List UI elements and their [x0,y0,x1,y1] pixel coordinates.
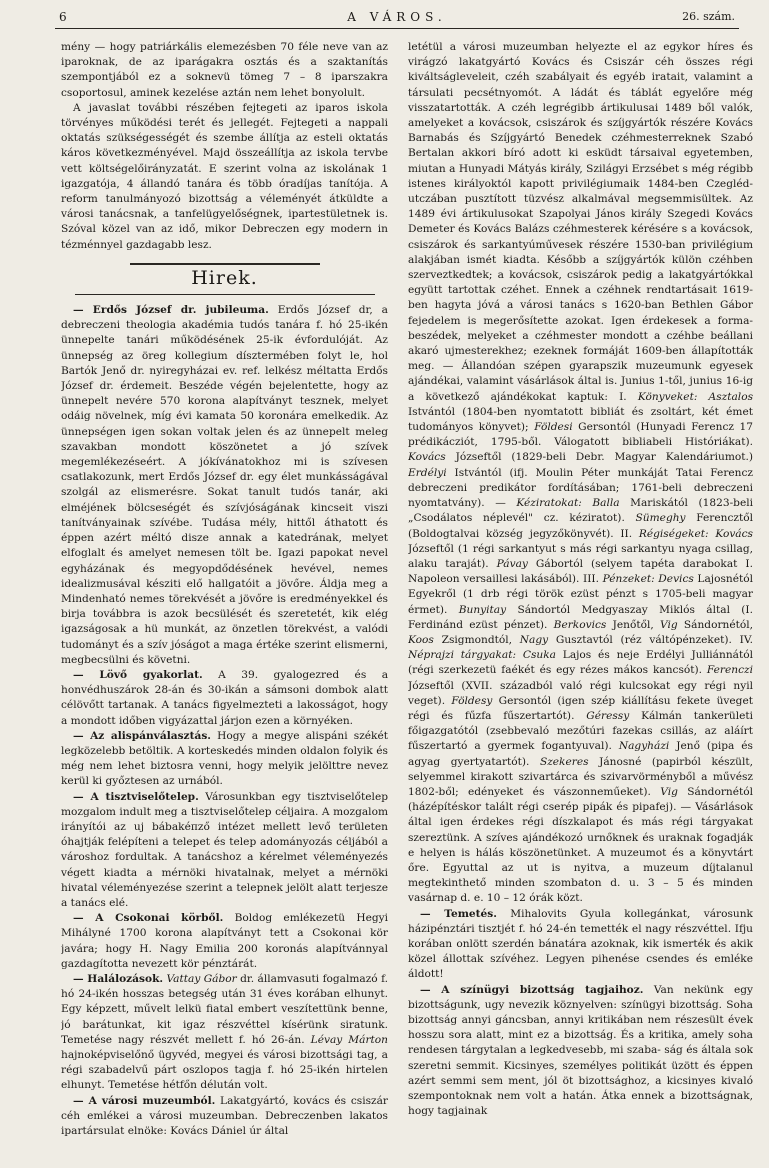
news-body: Gersontól (Hunyadi Ferencz 17 prédikácziót, 1795-ből. Válogatott bibliabeli Históriákat). [408,421,753,449]
page-header [55,8,739,29]
intro-paragraph: A javaslat további részében fejtegeti az iparos iskola törvényes működési terét és jellegét. Fejtegeti a nappali oktatás szükségességét és szembe állítja az esteli oktatás káros következményével. Majd összeállítja az iskola tervbe vett költségelőirányzatát. E szerint volna az iskolának 1 igazgatója, 4 állandó tanára és több óradíjas tanítója. A reform tanulmányozó bizottság a véleményét átküldte a városi tanácsnak, a tanfelügyelőségnek, ipartestületnek is. Szóval közel van az idő, mikor Debreczen egy modern in tézménnyel gazdagabb lesz. [61,101,388,251]
left-column [61,40,388,1158]
news-item [408,907,753,983]
news-name-italic: Berkovics [553,618,607,631]
news-body: Istvántól (ifj. Moulin Péter munkáját Tatai Ferencz debreczeni predikátor fordításában; 1761-beli debreczeni nyomtatvány). — [408,466,753,510]
news-body: Zsigmondtól, [433,633,520,646]
news-name-italic: Ferenczi [706,664,753,677]
news-body: dr. államvasuti fogalmazó f. hó 24-ikén hosszas betegség után 31 éves korában elhunyt. Egy képzett, művelt lelkü fiatal embert veszítettünk benne, jó barátunkat, kit igaz részvéttel kísérünk siratunk. Temetése nagy részvét mellett f. hó 26-án. [61,972,388,1046]
news-item [408,40,753,907]
news-body: Erdős József dr, a debreczeni theologia akadémia tudós tanára f. hó 25-ikén ünnepelte tanári működésének 25-ik évfordulóját. Az ünnepség az öreg kollegium dísztermében folyt le, hol Bartók Jenő dr. nyiregyházai ev. ref. lelkész méltatta Erdős József dr. érdemeit. Beszéde végén bejelentette, hogy az ünnepelt nevére 570 korona alapítványt tesznek, melyet odáig növelnek, míg évi kamata 50 koronára emelkedik. Az ünnepségen igen sokan voltak jelen és az ünnepelt meleg szavakban mondott köszönetet a jó szívek megemlékezéseért. A jókívánatokhoz mi is szívesen csatlakozunk, mert Erdős József dr. egy élet munkásságával szolgál az elismerésre. Sokat tanult tudós tanár, aki elméjének bölcseségét és szívjóságának kincseit viszi tanítványainak szívébe. Tudása mély, hittől áthatott és éppen azért méltó disze annak a katedrának, melyet elfoglalt és amelyet nemesen tölt be. Igazi papokat nevel egyházának és megyopdődésének hevével, nemes idealizmusával késziti elő hallgatóit a jövőre. Áldja meg a Mindenható nemes törekvését a jövőre is eredményekkel és birja továbbra is azok becsülését és szeretetét, kik elég igazságosak a hü munkát, az önzetlen törekvést, a valódi tudományt és a szív jóságot a maga értéke szerint elismerni, megbecsülni és követni. [61,304,388,666]
news-body: Józseftől (1829-beli Debr. Magyar Kalendáriumot.) [445,451,753,464]
news-name-italic: Erdélyi [408,466,447,479]
news-body: Józseftől (1 régi sarkantyut s más régi sarkantyu nyaga csillag, alaku taraját). [408,542,753,570]
intro-paragraph: mény — hogy patriárkális elemezésben 70 féle neve van az iparoknak, de az iparágakra osztás és a szaktanítás szempontjából ez a soknevü tömeg 7 – 8 iparszakra csoportosul, aminek kezelése aztán nem lehet bonyolult. [61,41,388,99]
right-column [408,40,753,1158]
news-headline: — Lövő gyakorlat. [73,668,203,681]
divider [75,294,375,295]
news-name-italic: Vig [660,785,678,798]
news-body: Istvántól (1804-ben nyomtatott bibliát és zsoltárt, két émet tudományos könyvet); [408,405,753,434]
news-body: Kálmán tankerületi főigazgatótól (zsebbevaló mezőtúri fazekas csillás, az aláírt fűszertartó a gyermek fogantyuval). [408,709,753,753]
news-name-italic: Vig [659,618,678,631]
news-body: Sándornétól, [677,618,753,631]
news-body: Mariskától (1823-beli „Csodálatos néplevél" cz. kéziratot). [408,497,753,525]
news-name-italic: Régiségeket: Kovács [638,527,753,540]
news-item [61,911,388,972]
news-name-italic: Géressy [586,709,630,722]
news-name-italic: Pávay [496,557,528,570]
news-body: Gusztavtól (réz váltópénzeket). IV. [548,633,753,646]
news-body: A 39. gyalogezred és a honvédhuszárok 28-án és 30-ikán a sámsoni dombok alatt célövőtt tartanak. A tanács figyelmezteti a lakosságot, hogy a mondott időben vigyázattal járjon ezen a környéken. [61,668,388,727]
news-name-italic: Nagy [519,633,549,646]
news-body: Városunkban egy tisztviselőtelep mozgalom indult meg a tisztviselőtelep céljaira. A mozgalom irányítói az uj bábakéпző intézet mellett levő területen óhajtják felépíteni a telepet és telep adományozás céljából a városhoz fordultak. A tanácshoz a kérelmet véleményezés végett kiadta a mérnöki hivatalnak, melyet a mérnöki hivatal véleményezése szerint a telepnek jelölt alatt terjesze a tanács elé. [61,790,388,909]
news-body: Sándornétól (házépítéskor talált régi cserép pipák és pipafej). — Vásárlások által igen érdekes régi díszkalapot és más régi tárgyakat szereztünk. A szíves ajándékozó urnőknek és uraknak fogadják e helyen is hálás köszönetünket. A muzeumot és a könyvtárt őre. Egyuttal az ut is nyitva, a muzeum díjtalanul megtekinthető minden szombaton d. u. 3 – 5 és minden vasárnap d. e. 10 – 12 órák közt. [408,785,753,905]
news-name-italic: Néprajzi tárgyakat: Csuka [408,649,556,662]
news-headline: — Az alispánválasztás. [73,729,211,742]
news-name-italic: Bunyitay [458,603,507,616]
page-number: 6 [59,10,69,24]
news-item [61,790,388,912]
issue-number: 26. szám. [682,10,735,23]
news-headline: — A Csokonai körből. [73,912,224,925]
news-name-italic: Földesy [451,694,493,707]
news-item [61,972,388,1094]
news-name-italic: Vattay Gábor [166,972,237,985]
news-item [61,1094,388,1140]
news-item [61,303,388,668]
news-body: letétül a városi muzeumban helyezte el az egykor híres és virágzó lakatgyártó Kovács és Csiszár céh összes régi kiváltságleveleit, czéh szabályait és egyéb iratait, valamint a társulati pecsétnyomót. A ládát és táblát egyelőre még visszatartották. A czéh legrégibb ártikulusai 1489 ből valók, amelyeket a kovácsok, csiszárok és szíjgyártók részére Kovács Barnabás és Szíjgyártó Benedek czéhmesterreknek Szabó Bertalan akkori bíró adott ki esküdt társaival egyetemben, miutan a Hunyadi Mátyás király, Szilágyi Erzsébet s még régibb istenes királyoktól kapott privilégiumaik 1484-ben Czegléd-utczában pusztított tüzvész alkalmával megsemmisültek. Az 1489 évi ártikulusokat Szapolyai János király Szegedi Kovács Demeter és Kovács Balázs czéhmesterek kérésére s a kovácsok, csiszárok és sarkantyúművesek részére 1530-ban privilégium alakjában ismét kiadta. Később a szíjgyártók külön czéhben szerveztkedtek; a kovácsok, csiszárok pedig a lakatgyártókkal együtt tartottak czéhet. Ennek a czéhnek rendtartásait 1619-ben hagyta jóvá a városi tanács s 1620-ban Bethlen Gábor fejedelem is megerősítette azokat. Igen érdekesek a forma-beszédek, melyeket a czéhmester mondott a czéhbe beállani akaró ujmesterekhez; ezeknek formáját 1609-ben állapították meg. — Állandóan szépen gyarapszik muzeumunk egyesek ajándékai, valamint vásárlások által is. Junius 1-től, junius 16-ig a következő ajándékokat kaptuk: I. [408,41,753,403]
divider [130,263,320,265]
news-headline: — Temetés. [420,907,497,920]
section-title: Hirek. [191,266,258,289]
news-headline: — A városi muzeumból. [73,1094,216,1107]
news-name-italic: Kéziratokat: Balla [516,497,620,510]
news-body: Gábortól (selyem tapéta darabokat I. Napoleon versaillesi lakásából). III. [408,557,753,586]
news-name-italic: Koos [408,633,434,646]
news-name-italic: Szekeres [539,755,589,768]
news-name-italic: Földesi [534,421,573,434]
news-body: Ferencztől (Boldogtalvai község jegyzőkönyvét). II. [408,512,753,540]
news-item [408,983,753,1120]
news-list-right [408,40,753,1119]
news-name-italic: Kovács [408,451,446,464]
news-body: Lajosnétól Egyekről (1 drb régi török ezüst pénzt s 1705-beli magyar érmet). [408,573,753,616]
news-body: Jenőtől, [606,618,660,631]
news-body: Sándortól Medgyaszay Miklós által (I. Ferdinánd ezüst pénzet). [408,603,753,631]
news-name-italic: Nagyházi [611,740,670,753]
news-body: Józseftől (XVII. századból való régi kulcsokat egy régi nyil veget). [408,679,753,707]
news-body: Hogy a megye alispáni székét legközelebb betöltik. A korteskedés minden oldalon folyik és még nem lehet biztosra venni, hogy melyik jelölttre nevez kerül ki győztesen az urnából. [61,729,388,788]
news-item [61,729,388,790]
news-body: hajnoképviselőnő ügyvéd, megyei és városi bizottsági tag, a régi szabadelvű párt oszlopos tagja f. hó 25-ikén hirtelen elhunyt. Temetése hétfőn délután volt. [61,1049,388,1092]
news-body: Jánosné (papirból készült, selyemmel kirakott szivartárca és szivarvörményből a művész 1802-ből; edényeket és vászonneműeket). [408,755,753,798]
news-list-left [61,303,388,1139]
news-body: Lajos és neje Erdélyi Julliánnától (régi szerkezetü faékét és egy rézes mákos kancsót). [408,649,753,677]
news-headline: — Erdős József dr. jubileuma. [73,304,269,317]
news-body: Gersontól (igen szép kiállításu fekete üveget régi és fűzfa fűszertartót). [408,694,753,722]
news-name-italic: Könyveket: Asztalos [637,390,753,403]
news-body: Lakatgyártó, kovács és csiszár céh emlékei a városi muzeumban. Debreczenben lakatos ipartársulat elnöke: Kovács Dániel úr által [61,1094,388,1138]
news-headline: — A tisztviselőtelep. [73,790,199,803]
news-headline: — Halálozások. [73,972,164,985]
news-body: Jenő (pipa és agyag gyertyatartót). [408,740,753,768]
news-item [61,668,388,729]
news-body: Mihalovits Gyula kollegánkat, városunk házipénztári tisztjét f. hó 24-én temették el nagy részvéttel. Ifju korában onlött szerdén bánatára azoknak, kik ismerték és akik közel állottak szívéhez. Legyen pihenése csendes és emléke áldott! [408,907,753,981]
news-headline: — A színügyi bizottság tagjaihoz. [420,983,644,996]
news-body: Van nekünk egy bizottságunk, ugy nevezik köznyelven: színügyi bizottság. Soha bizottság annyi gáncsban, annyi kritikában nem részesült évek hosszu sora alatt, mint ez a bizottság. És a kritika, amely soha rendesen tárgytalan a legkedvesebb, mi szaba- ság és általa sok szeretni semmit. Kicsinyes, személyes politikát üzött és éppen azért semmi sem ment, jól öt bizottsághoz, a kicsinyes kivaló szempontoknak nem volt a hatán. Átka ennek a bizottságnak, hogy tagjainak [408,983,753,1118]
news-body: Boldog emlékezetü Hegyi Mihályné 1700 korona alapítványt tett a Csokonai kör javára; hogy H. Nagy Emilia 200 koronás alapítvánnyal gazdagította nevezett kör pénztárát. [61,912,388,970]
news-name-italic: Pénzeket: Devics [602,573,694,586]
publication-title: A VÁROS. [347,10,447,24]
news-name-italic: Lévay Márton [310,1033,388,1046]
news-name-italic: Sümeghy [635,512,686,525]
